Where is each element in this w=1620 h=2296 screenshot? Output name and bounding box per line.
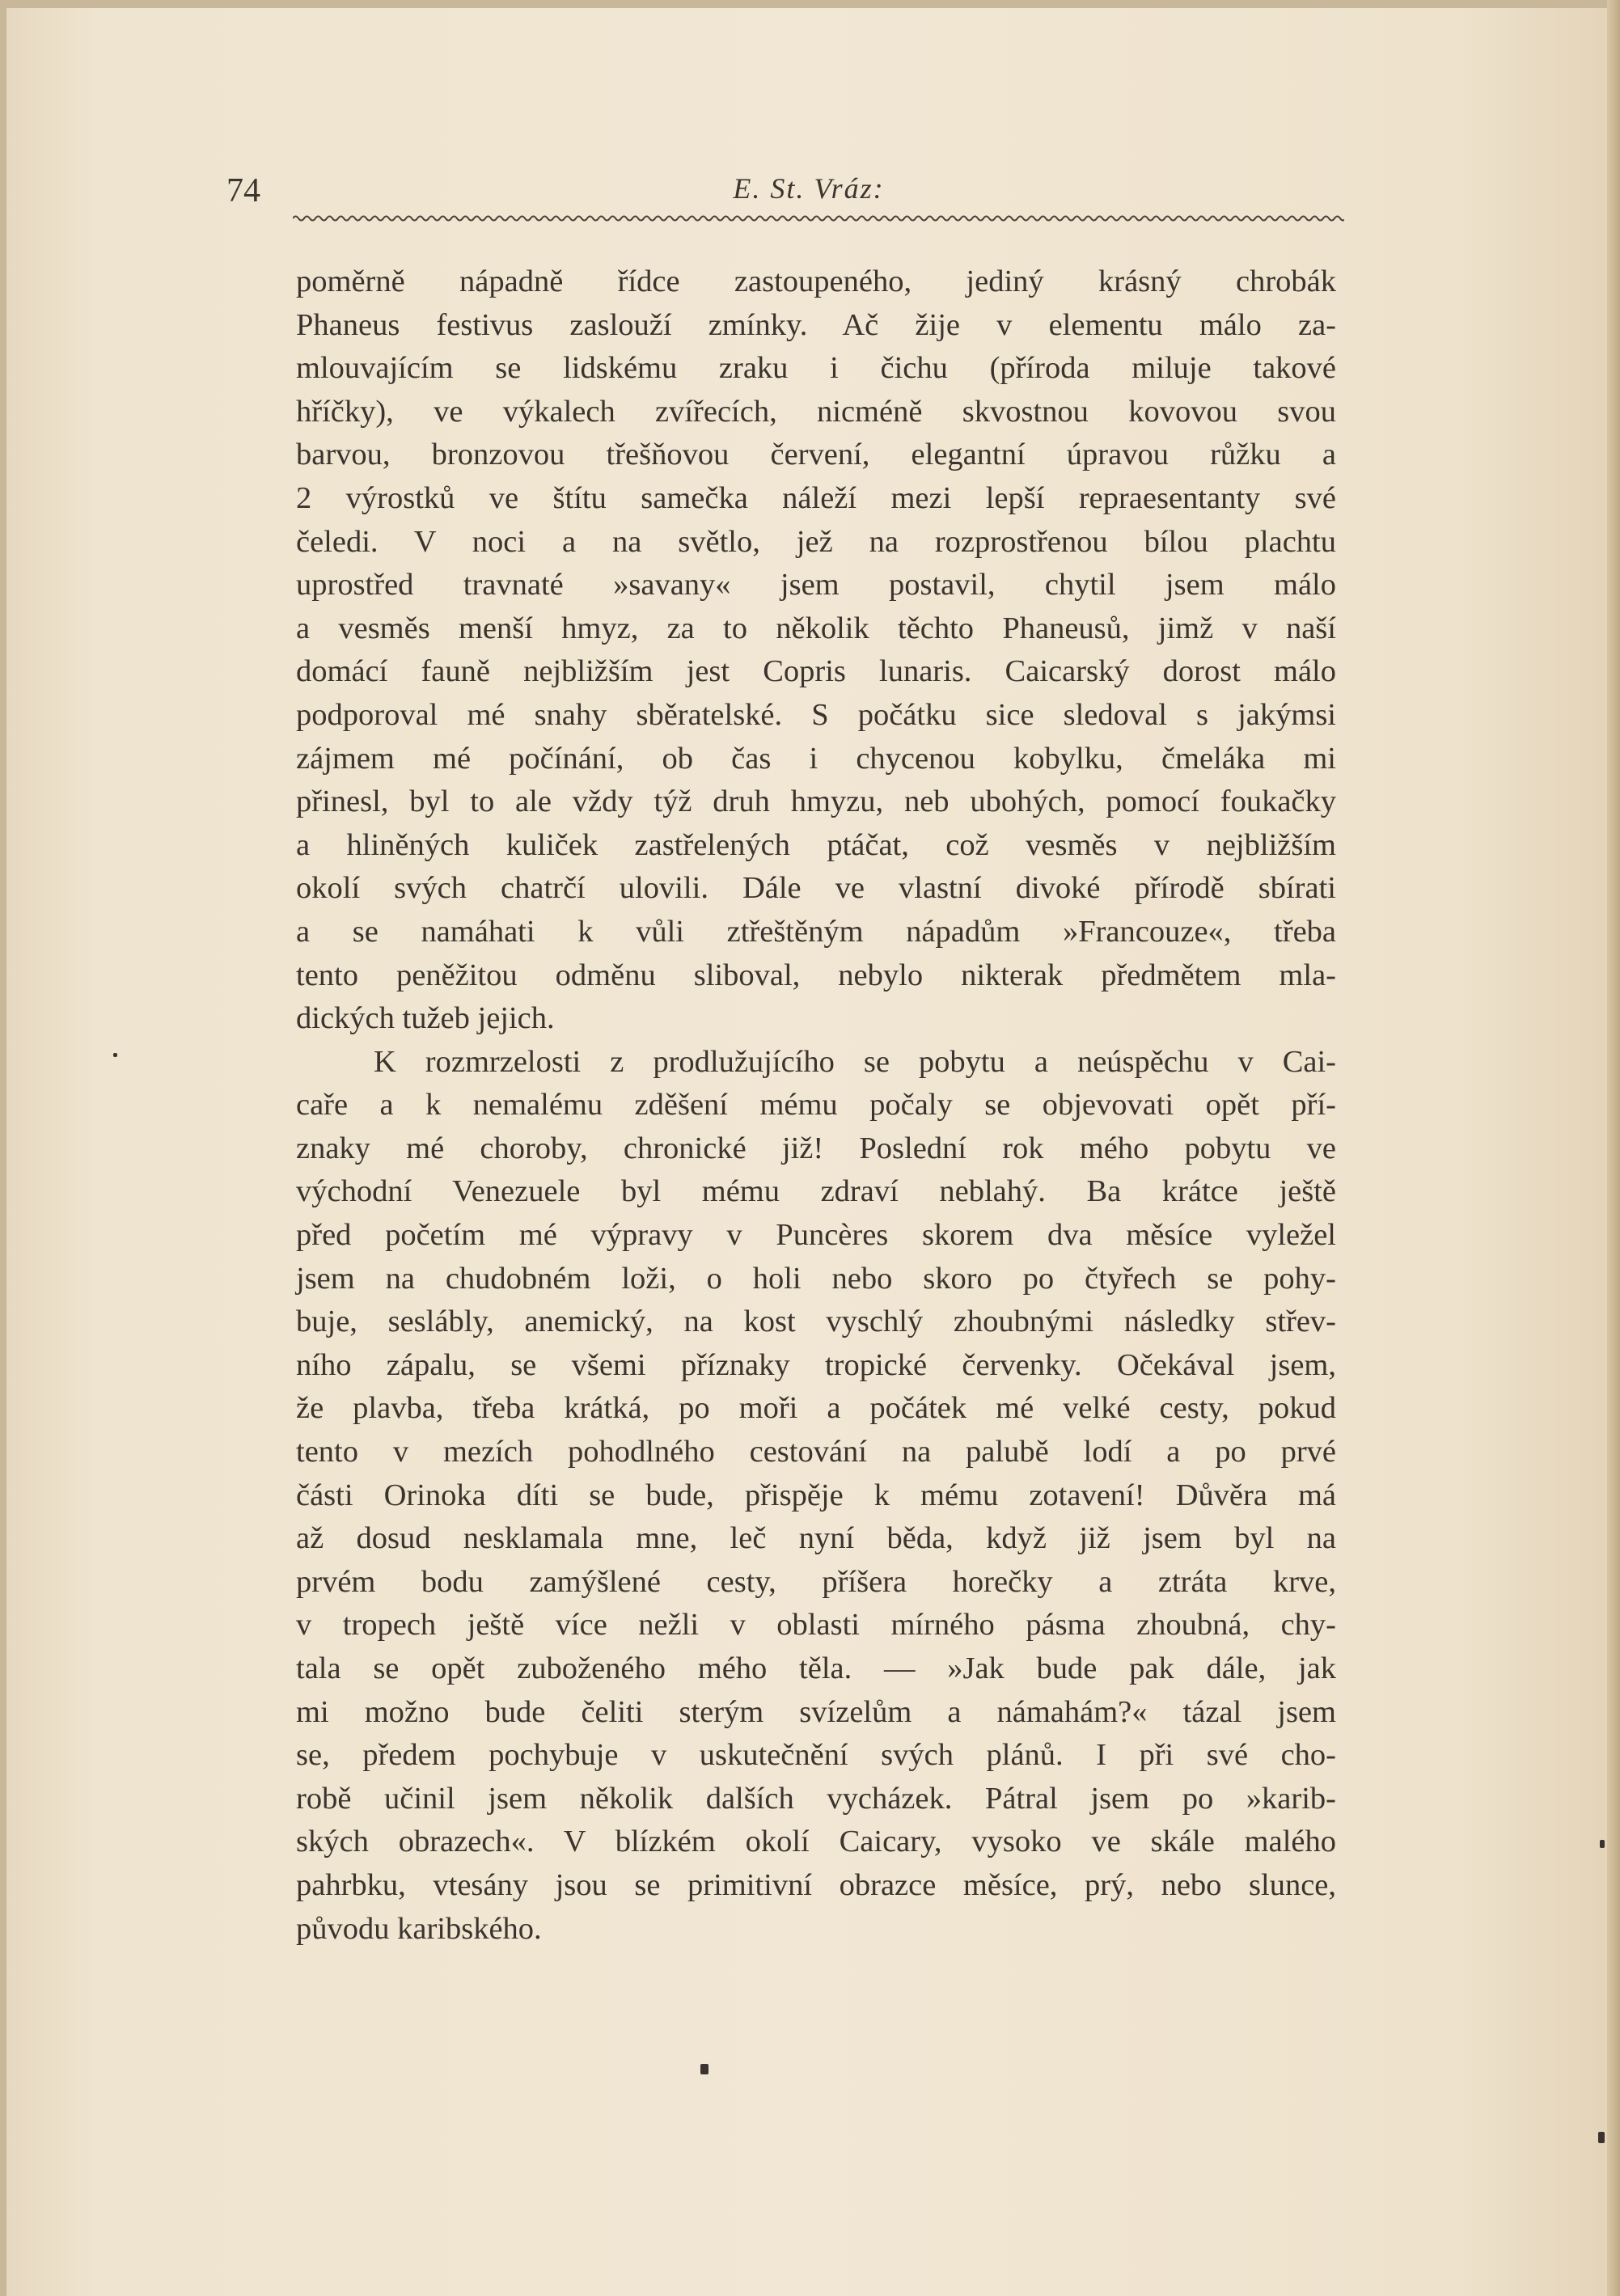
text-line: a vesměs menší hmyz, za to několik těchto Phaneusů, jimž v naší (296, 611, 1336, 645)
print-speck-mark (700, 2064, 708, 2074)
text-line: ských obrazech«. V blízkém okolí Caicary, vysoko ve skále malého (296, 1825, 1336, 1859)
text-line: původu karibského. (296, 1911, 542, 1946)
text-line: robě učinil jsem několik dalších vycházek. Pátral jsem po »karib- (296, 1781, 1336, 1816)
text-line: v tropech ještě více nežli v oblasti mírného pásma zhoubná, chy- (296, 1608, 1336, 1643)
text-line: uprostřed travnaté »savany« jsem postavil, chytil jsem málo (296, 568, 1336, 603)
text-line: 2 výrostků ve štítu samečka náleží mezi lepší repraesentanty své (296, 480, 1336, 515)
text-line: jsem na chudobném loži, o holi nebo skoro po čtyřech se pohy- (296, 1261, 1336, 1296)
text-line: prvém bodu zamýšlené cesty, příšera horečky a ztráta krve, (296, 1564, 1336, 1599)
print-speck-mark (113, 1053, 117, 1057)
text-line: tala se opět zuboženého mého těla. — »Jak bude pak dále, jak (296, 1651, 1336, 1685)
text-line: tento v mezích pohodlného cestování na palubě lodí a po prvé (296, 1435, 1336, 1469)
text-line: hříčky), ve výkalech zvířecích, nicméně skvostnou kovovou svou (296, 394, 1336, 429)
text-line: tento peněžitou odměnu sliboval, nebylo nikterak předmětem mla- (296, 958, 1336, 992)
text-line: znaky mé choroby, chronické již! Poslední rok mého pobytu ve (296, 1131, 1336, 1165)
text-line: že plavba, třeba krátká, po moři a počátek mé velké cesty, pokud (296, 1391, 1336, 1426)
scan-edge-right (1607, 0, 1620, 2296)
text-line: východní Venezuele byl mému zdraví neblahý. Ba krátce ještě (296, 1174, 1336, 1209)
paragraph-1 (296, 260, 1336, 1041)
text-line: dických tužeb jejich. (296, 1001, 555, 1036)
running-title: E. St. Vráz: (733, 172, 885, 205)
text-line: před početím mé výpravy v Puncères skorem dva měsíce vyležel (296, 1218, 1336, 1253)
paragraph-2 (296, 1041, 1336, 1951)
text-line: domácí fauně nejbližším jest Copris lunaris. Caicarský dorost málo (296, 654, 1336, 689)
text-line: ního zápalu, se všemi příznaky tropické červenky. Očekával jsem, (296, 1347, 1336, 1382)
text-line: mi možno bude čeliti sterým svízelům a námahám?« tázal jsem (296, 1694, 1336, 1729)
text-line: caře a k nemalému zděšení mému počaly se objevovati opět pří- (296, 1088, 1336, 1123)
body-text (296, 260, 1336, 1951)
scan-edge-top (0, 0, 1620, 8)
text-line: přinesl, byl to ale vždy týž druh hmyzu, neb ubohých, pomocí foukačky (296, 784, 1336, 819)
page-number: 74 (226, 172, 260, 209)
text-line: až dosud nesklamala mne, leč nyní běda, když již jsem byl na (296, 1521, 1336, 1556)
print-speck-mark (1600, 1840, 1605, 1848)
wavy-header-rule (293, 212, 1344, 225)
text-line: pahrbku, vtesány jsou se primitivní obrazce měsíce, prý, nebo slunce, (296, 1867, 1336, 1902)
text-line: čeledi. V noci a na světlo, jež na rozprostřenou bílou plachtu (296, 524, 1336, 559)
print-speck-mark (1598, 2132, 1605, 2143)
text-line: K rozmrzelosti z prodlužujícího se pobytu a neúspěchu v Cai- (374, 1044, 1336, 1079)
text-line: poměrně nápadně řídce zastoupeného, jediný krásný chrobák (296, 264, 1336, 298)
text-line: a se namáhati k vůli ztřeštěným nápadům »Francouze«, třeba (296, 914, 1336, 949)
text-line: a hliněných kuliček zastřelených ptáčat, což vesměs v nejbližším (296, 827, 1336, 862)
text-line: podporoval mé snahy sběratelské. S počátku sice sledoval s jakýmsi (296, 697, 1336, 732)
text-line: části Orinoka díti se bude, přispěje k mému zotavení! Důvěra má (296, 1478, 1336, 1512)
text-line: buje, seslábly, anemický, na kost vyschlý zhoubnými následky střev- (296, 1304, 1336, 1339)
text-line: Phaneus festivus zaslouží zmínky. Ač žije v elementu málo za- (296, 307, 1336, 342)
scan-edge-left (0, 0, 6, 2296)
text-line: mlouvajícím se lidskému zraku i čichu (příroda miluje takové (296, 351, 1336, 386)
text-line: zájmem mé počínání, ob čas i chycenou kobylku, čmeláka mi (296, 741, 1336, 776)
text-line: se, předem pochybuje v uskutečnění svých plánů. I při své cho- (296, 1738, 1336, 1773)
text-line: okolí svých chatrčí ulovili. Dále ve vlastní divoké přírodě sbírati (296, 871, 1336, 906)
text-line: barvou, bronzovou třešňovou červení, elegantní úpravou růžku a (296, 438, 1336, 472)
